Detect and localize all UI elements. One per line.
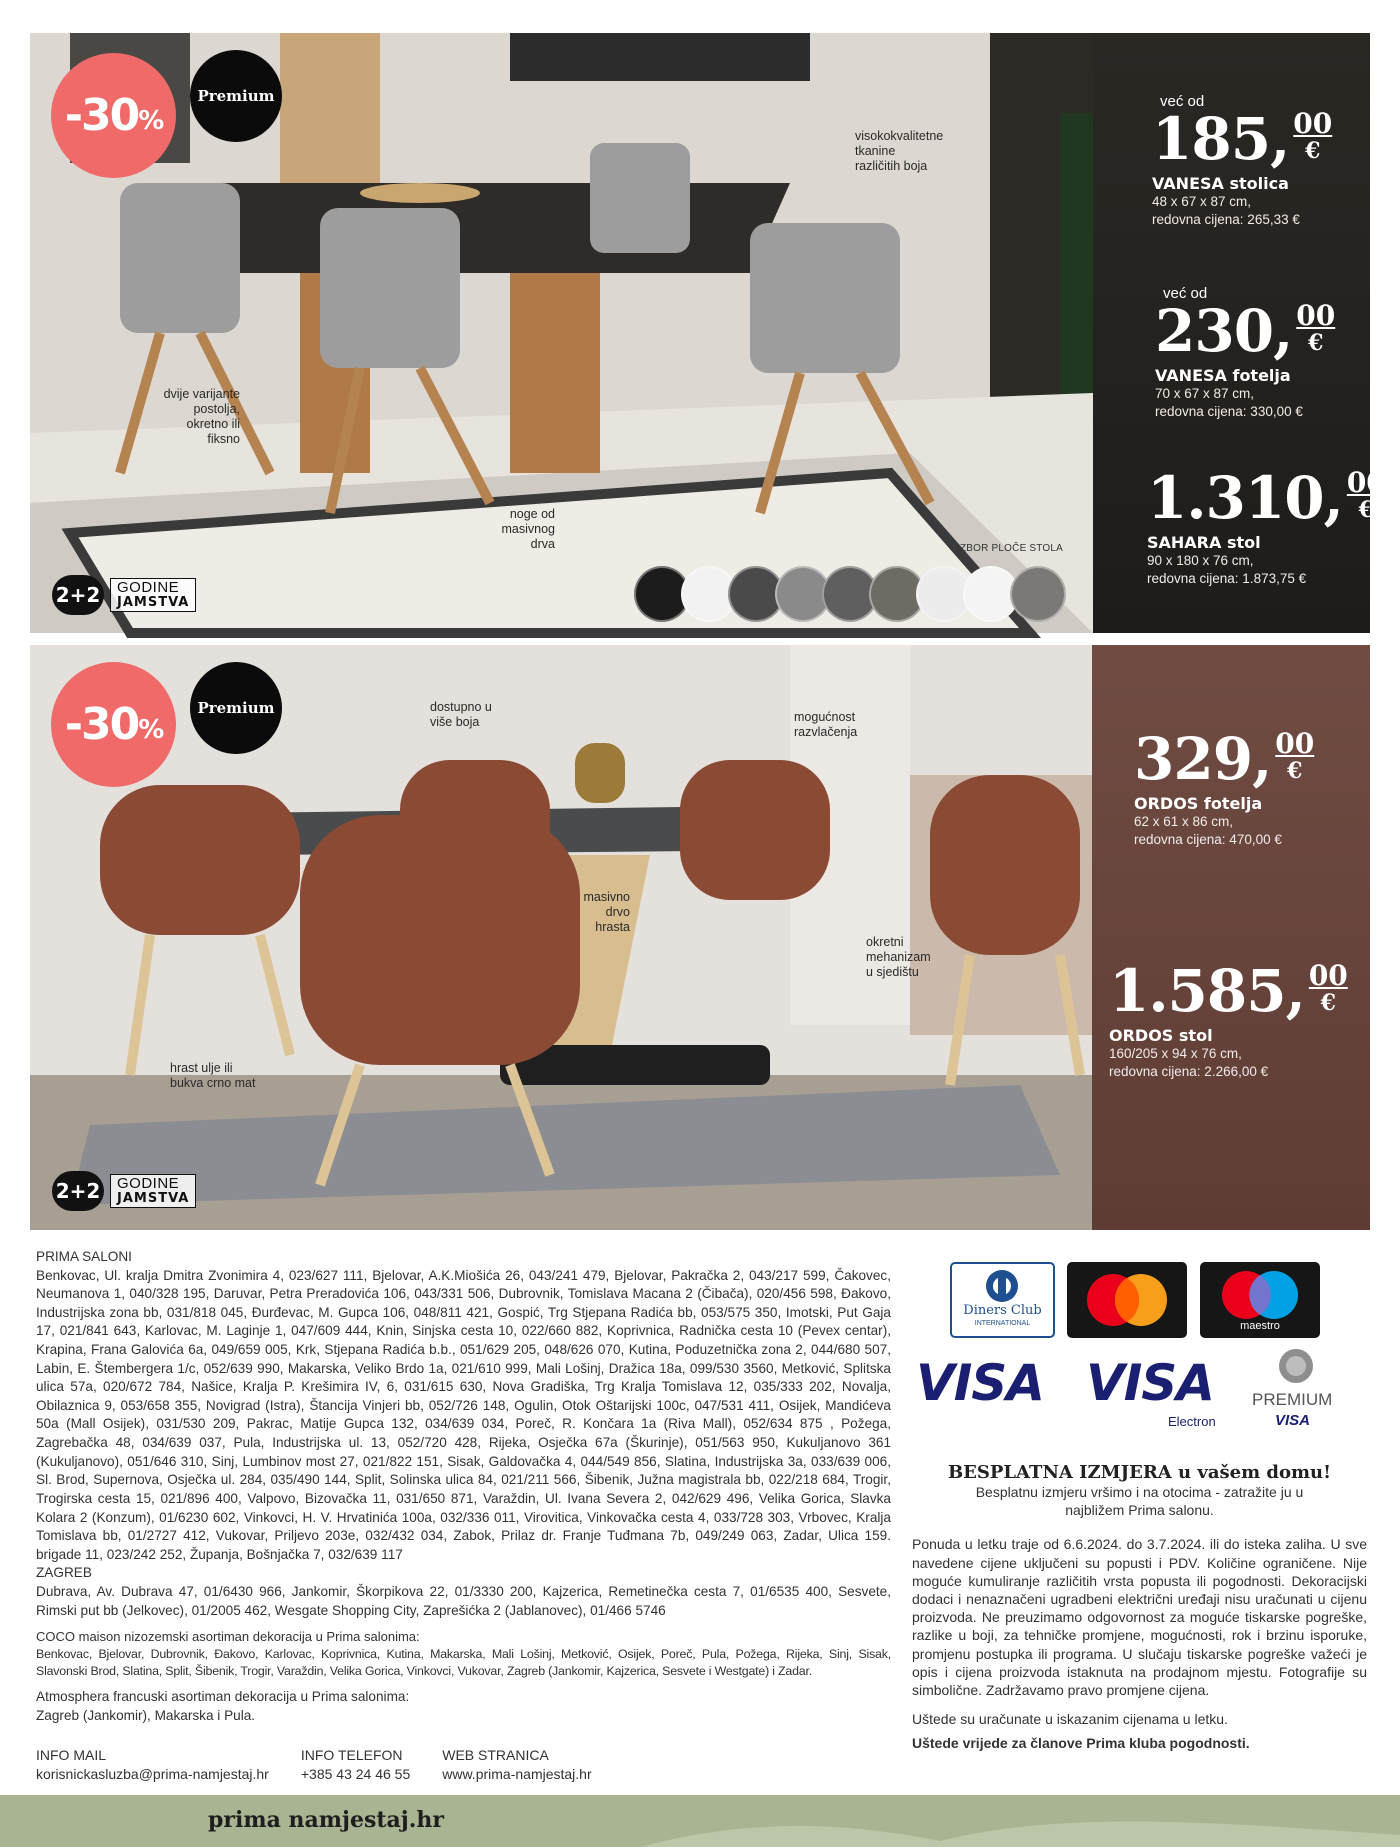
note-swivel	[866, 935, 966, 980]
regular-price: redovna cijena: 2.266,00 €	[1109, 1064, 1269, 1080]
note-colors	[430, 700, 540, 730]
price-ordos-stol	[1109, 957, 1348, 1081]
note-wood-line: drvo	[605, 905, 630, 919]
mastercard-icon	[1067, 1262, 1187, 1338]
price-prefix: već od	[1160, 93, 1205, 110]
product-dimensions: 62 x 61 x 86 cm,	[1134, 814, 1234, 829]
price-prefix: već od	[1163, 285, 1208, 302]
swatch-label: IZBOR PLOČE STOLA	[957, 543, 1064, 554]
discount-badge	[51, 662, 176, 787]
price-vanesa-fotelja	[1155, 285, 1335, 421]
regular-price: redovna cijena: 470,00 €	[1134, 832, 1282, 848]
price-cents: 00	[1308, 959, 1348, 992]
note-finish-line: bukva crno mat	[170, 1076, 256, 1090]
product-dimensions: 70 x 67 x 87 cm,	[1155, 386, 1255, 401]
tabletop-swatches	[634, 566, 1057, 622]
price-vanesa-stolica	[1152, 93, 1332, 229]
note-wood	[550, 890, 630, 935]
atmo-text: Zagreb (Jankomir), Makarska i Pula.	[36, 1707, 256, 1723]
price-main: 230,	[1155, 297, 1293, 365]
note-base-line: dvije varijante	[163, 387, 240, 401]
note-legs	[470, 507, 555, 552]
diners-club-logo	[950, 1262, 1055, 1338]
note-base-line: okretno ili	[186, 417, 240, 431]
note-fabric-line: tkanine	[855, 144, 896, 158]
warranty-years: 2+2	[52, 575, 104, 615]
saloni-text: Benkovac, Ul. kralja Dmitra Zvonimira 4, 023/627 111, Bjelovar, A.K.Miošića 26, 043/241 479, Bjelovar, Pakračka 2, 043/217 599, Čakovec, Neumanova 1, 040/328 195, Daruvar, Petra Preradovića 106, 043/331 506, Dubrovnik, Tomislava Macana 2 (Čibača), 020/456 598, Đakovo, Industrijska zona bb, 031/818 045, Đurđevac, M. Gupca 106, 048/811 421, Gospić, Trg Stjepana Radića bb, 053/575 350, Imotski, Put Gaja 17, 021/841 643, Karlovac, M. Laginje 1, 047/609 444, Knin, Sinjska cesta 10, 022/660 882, Koprivnica, Radnička cesta 10 (Pevex centar), Krapina, Frana Galovića 6a, 049/659 005, Krk, Stjepana Radića b.b., 051/629 205, 048/626 070, Kutina, Poduzetnička zona 2, 044/680 507, Labin, E. Štembergera 1/c, 052/639 990, Makarska, Veliko Brdo 1a, 021/610 999, Mali Lošinj, Dražica 18a, 099/530 3560, Metković, Splitska ulica 57a, 020/672 784, Našice, Kralja P. Krešimira IV, 6, 031/615 630, Nova Gradiška, Trg Kralja Tomislava 12, 035/333 202, Novalja, Obilaznica 9, 053/658 355, Novigrad (Istra), Štancija Vinjeri bb, 052/726 148, Ogulin, Otok Oštarijski 100c, 047/531 411, Osijek, Mandićeva 50a (Mall Osijek), 031/530 209, Pakrac, Matije Gupca 132, 034/639 034, Poreč, R. Končara 1a (Riva Mall), 052/634 875 , Požega, Zagrebačka 48, 034/639 037, Pula, Industrijska ul. 13, 052/720 428, Rijeka, Osječka 67a (Škurinje), 051/563 950, Kukuljanovo 361 (Kukuljanovo), 051/646 310, Sinj, Lumbinov most 27, 021/822 151, Sisak, Galdovačka 4, 044/549 856, Slatina, Industrijska 3a, 033/639 006, Sl. Brod, Supernova, Osječka ul. 284, 035/490 144, Split, Solinska ulica 84, 021/211 566, Šibenik, Južna magistrala bb, 022/218 684, Trogir, Trogirska cesta 15, 021/896 400, Valpovo, Bizovačka 11, 031/650 871, Varaždin, Ul. Ivana Severa 2, 042/629 496, Velika Gorica, Slavka Kolara 2 (Konzum), 01/6230 602, Vinkovci, H. V. Hrvatinića 100a, 032/336 011, Virovitica, Vinkovačka cesta 4, 033/728 303, Vrbovec, Kralja Tomislava bb, 01/2727 412, Vukovar, Priljevo 203e, 032/432 034, Zabok, Prilaz dr. Franje Tuđmana 7b, 049/249 063, Zadar, Ulica 159. brigade 11, 023/242 252, Županja, Bošnjačka 7, 032/639 117	[36, 1267, 891, 1562]
price-currency: €	[1287, 758, 1303, 784]
price-main: 1.310,	[1147, 464, 1343, 532]
premium-visa-label: PREMIUM	[1252, 1390, 1333, 1409]
product-dimensions: 48 x 67 x 87 cm,	[1152, 194, 1252, 209]
price-column	[1092, 645, 1370, 1230]
diners-sub: INTERNATIONAL	[974, 1320, 1031, 1327]
note-fabric-line: različitih boja	[855, 159, 928, 173]
note-base-line: fiksno	[207, 432, 240, 446]
contact-mail-label: INFO MAIL	[36, 1747, 107, 1763]
note-finish	[170, 1061, 290, 1091]
price-cents: 00	[1275, 727, 1315, 760]
warranty-badge	[52, 575, 196, 615]
discount-value: -30	[64, 90, 139, 141]
note-fabric	[855, 129, 975, 174]
price-currency: €	[1320, 990, 1336, 1016]
note-base	[100, 387, 240, 447]
visa-electron-sub: Electron	[1168, 1414, 1216, 1429]
contact-mail	[36, 1746, 269, 1784]
regular-price: redovna cijena: 1.873,75 €	[1147, 571, 1307, 587]
club-note: Uštede vrijede za članove Prima kluba pogodnosti.	[912, 1735, 1250, 1752]
price-currency: €	[1358, 497, 1374, 523]
product-name: ORDOS fotelja	[1134, 794, 1263, 813]
note-colors-line: više boja	[430, 715, 480, 729]
note-wood-line: hrasta	[595, 920, 630, 934]
product-name: ORDOS stol	[1109, 1026, 1213, 1045]
price-ordos-fotelja	[1134, 725, 1315, 849]
atmo-title: Atmosphera francuski asortiman dekoracija u Prima salonima:	[36, 1688, 410, 1704]
price-column	[1093, 33, 1386, 633]
price-currency: €	[1308, 330, 1324, 356]
note-extend-line: razvlačenja	[794, 725, 858, 739]
contact-phone	[301, 1746, 410, 1784]
product-dimensions: 160/205 x 94 x 76 cm,	[1109, 1046, 1242, 1061]
contact-phone-label: INFO TELEFON	[300, 1747, 403, 1763]
note-extend	[794, 710, 904, 740]
zagreb-text: Dubrava, Av. Dubrava 47, 01/6430 966, Jankomir, Škorpikova 22, 01/3330 200, Kajzerica, Remetinečka cesta 7, 01/6535 400, Sesvete, Rimski put bb (Jelkovec), 01/2005 462, Wesgate Shopping City, Zaprešićka 2 (Jablanovec), 01/466 5746	[36, 1583, 891, 1618]
premium-badge: Premium	[190, 662, 282, 754]
warranty-top: GODINE	[117, 1175, 180, 1193]
diners-name: Diners Club	[963, 1303, 1042, 1318]
product-name: VANESA fotelja	[1155, 366, 1291, 385]
discount-value: -30	[64, 699, 139, 750]
note-colors-line: dostupno u	[430, 700, 492, 714]
price-currency: €	[1305, 138, 1321, 164]
hills-decoration	[640, 1815, 1400, 1847]
coco-title: COCO maison nizozemski asortiman dekoracija u Prima salonima:	[36, 1629, 420, 1645]
free-measure-title: BESPLATNA IZMJERA u vašem domu!	[947, 1462, 1332, 1483]
maestro-name: maestro	[1240, 1320, 1280, 1332]
visa-logo: VISA	[916, 1354, 1045, 1412]
note-swivel-line: mehanizam	[866, 950, 931, 964]
savings-note: Uštede su uračunate u iskazanim cijenama u letku.	[912, 1711, 1228, 1728]
product-name: VANESA stolica	[1152, 174, 1289, 193]
note-extend-line: mogućnost	[794, 710, 856, 724]
product-dimensions: 90 x 180 x 76 cm,	[1147, 553, 1254, 568]
note-fabric-line: visokokvalitetne	[855, 129, 944, 143]
contact-info	[36, 1746, 592, 1784]
contact-web	[442, 1746, 591, 1784]
saloni-title: PRIMA SALONI	[36, 1249, 132, 1264]
price-main: 329,	[1134, 725, 1272, 793]
regular-price: redovna cijena: 265,33 €	[1152, 212, 1300, 228]
regular-price: redovna cijena: 330,00 €	[1155, 404, 1303, 420]
contact-mail-link[interactable]: korisnickasluzba@prima-namjestaj.hr	[36, 1765, 269, 1782]
zagreb-title: ZAGREB	[36, 1565, 92, 1581]
mastercard-logo	[1067, 1262, 1187, 1338]
brand-url[interactable]: prima namjestaj.hr	[208, 1807, 445, 1833]
contact-web-link[interactable]: www.prima-namjestaj.hr	[442, 1765, 592, 1782]
warranty-top: GODINE	[117, 579, 180, 597]
warranty-bottom: JAMSTVA	[117, 595, 190, 611]
lion-icon	[1276, 1346, 1316, 1386]
contact-web-label: WEB STRANICA	[442, 1747, 549, 1763]
tabletop-swatch[interactable]	[1010, 566, 1066, 622]
premium-badge: Premium	[190, 50, 282, 142]
legal-info	[912, 1462, 1367, 1751]
footer-bar	[0, 1795, 1400, 1847]
premium-visa-sub: VISA	[1275, 1412, 1311, 1429]
coco-text: Benkovac, Bjelovar, Dubrovnik, Đakovo, Karlovac, Koprivnica, Kutina, Makarska, Mali Lošinj, Metković, Osijek, Poreč, Pula, Požega, Rijeka, Sinj, Sisak, Slavonski Brod, Slatina, Split, Šibenik, Trogir, Varaždin, Velika Gorica, Vinkovci, Vukovar, Zagreb (Jankomir, Kajzerica, Sesvete i Westgate) i Zadar.	[36, 1646, 891, 1678]
price-main: 185,	[1152, 105, 1290, 173]
price-sahara-stol	[1147, 464, 1386, 588]
price-cents: 00	[1293, 107, 1333, 140]
note-legs-line: noge od	[509, 507, 555, 521]
note-base-line: postolja,	[193, 402, 240, 416]
price-cents: 00	[1296, 299, 1336, 332]
note-finish-line: hrast ulje ili	[170, 1061, 233, 1075]
price-cents: 00	[1346, 466, 1386, 499]
dining-scene-illustration	[30, 33, 1093, 633]
store-list	[36, 1248, 891, 1725]
discount-percent: %	[138, 105, 163, 136]
offer-terms: Ponuda u letku traje od 6.6.2024. do 3.7.2024. ili do isteka zaliha. U sve navedene cijene uključeni su popusti i PDV. Količine ograničene. Nije moguće kumuliranje različitih vrsta popusta ili pogodnosti. Dekoracijski dodaci i nenaznačeni ugradbeni električni uređaji nisu uračunati u cijenu proizvoda. Ne preuzimamo odgovornost za moguće tiskarske pogreške, razlike u boji, za tehničke promjene, mogućnosti, rok i brzinu isporuke, promjenu postupka ili programa. U slučaju tiskarske pogreške važeći je opis i cijena proizvoda istaknuta na prodajnom mjestu. Fotografije su simbolične. Zadržavamo pravo promjene cijena.	[912, 1536, 1367, 1698]
warranty-bottom: JAMSTVA	[117, 1191, 190, 1207]
note-legs-line: masivnog	[501, 522, 555, 536]
note-legs-line: drva	[530, 537, 555, 551]
note-wood-line: masivno	[583, 890, 630, 904]
note-swivel-line: u sjedištu	[866, 965, 919, 979]
price-main: 1.585,	[1109, 957, 1305, 1025]
warranty-years: 2+2	[52, 1171, 104, 1211]
warranty-badge	[52, 1171, 196, 1211]
note-swivel-line: okretni	[866, 935, 904, 949]
discount-badge	[51, 53, 176, 178]
visa-electron-logo: VISA	[1086, 1354, 1215, 1412]
product-panel-ordos	[30, 645, 1370, 1230]
discount-percent: %	[138, 714, 163, 745]
product-panel-vanesa-sahara	[30, 33, 1386, 633]
free-measure-subtitle: Besplatnu izmjeru vršimo i na otocima - zatražite ju u najbližem Prima salonu.	[975, 1484, 1304, 1519]
maestro-logo	[1200, 1262, 1320, 1338]
contact-phone-link[interactable]: +385 43 24 46 55	[300, 1765, 411, 1782]
product-name: SAHARA stol	[1147, 533, 1261, 552]
